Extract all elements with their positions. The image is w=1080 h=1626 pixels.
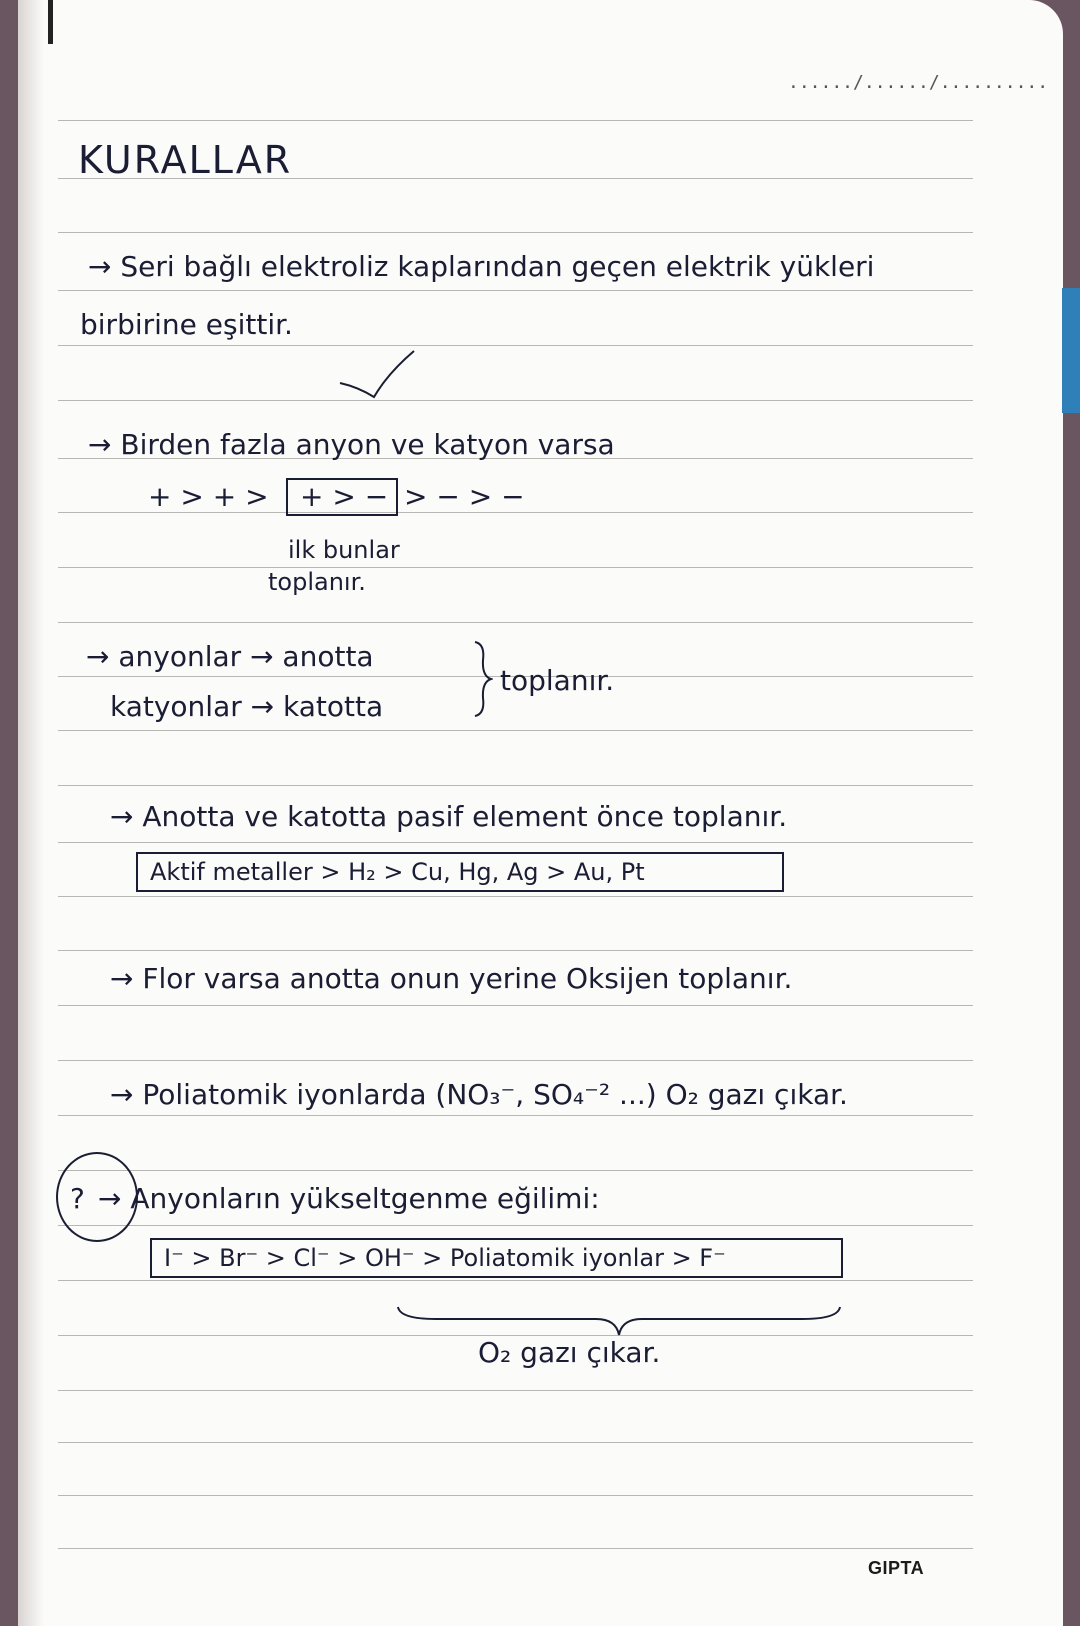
ruled-line [58,785,973,786]
rule-1-line-2: birbirine eşittir. [80,308,293,341]
ruled-line [58,345,973,346]
ruled-line [58,1280,973,1281]
rule-6: → Poliatomik iyonlarda (NO₃⁻, SO₄⁻² ...) O₂ gazı çıkar. [110,1078,848,1111]
ion-sequence-boxed: + > − [300,480,389,513]
under-brace-icon [396,1305,842,1339]
curly-brace-icon [473,640,493,718]
rule-4: → Anotta ve katotta pasif element önce toplanır. [110,800,788,833]
rule-3-line-1: → anyonlar → anotta [86,640,374,673]
ruled-line [58,622,973,623]
ruled-line [58,950,973,951]
ruled-line [58,120,973,121]
rule-5: → Flor varsa anotta onun yerine Oksijen toplanır. [110,962,793,995]
ruled-line [58,1390,973,1391]
ion-sequence-right: > − > − [404,480,525,513]
ruled-line [58,730,973,731]
ruled-line [58,1442,973,1443]
ruled-line [58,1170,973,1171]
ruled-line [58,1225,973,1226]
question-mark: ? [70,1182,85,1215]
ruled-line [58,1548,973,1549]
activity-series-box: Aktif metaller > H₂ > Cu, Hg, Ag > Au, Pt [136,852,784,892]
rule-2: → Birden fazla anyon ve katyon varsa [88,428,615,461]
ion-sequence-left: + > + > [148,480,269,513]
ion-note-line-2: toplanır. [268,568,366,596]
ruled-line [58,567,973,568]
page-title: KURALLAR [78,138,293,182]
page-clip [48,0,53,44]
ruled-line [58,290,973,291]
ruled-line [58,232,973,233]
rule-1-line-1: → Seri bağlı elektroliz kaplarından geçen elektrik yükleri [88,250,875,283]
check-mark-icon [336,345,436,405]
anion-order-box: I⁻ > Br⁻ > Cl⁻ > OH⁻ > Poliatomik iyonlar > F⁻ [150,1238,843,1278]
ruled-line [58,400,973,401]
rule-7-note: O₂ gazı çıkar. [478,1336,661,1369]
ruled-line [58,1495,973,1496]
page-shadow [18,0,44,1626]
ruled-line [58,896,973,897]
brand-logo: GIPTA [868,1558,925,1578]
ruled-line [58,1060,973,1061]
date-field: ....../....../.......... [788,72,1049,93]
rule-3-suffix: toplanır. [500,664,615,697]
notebook-page [18,0,1063,1626]
rule-3-line-2: katyonlar → katotta [110,690,384,723]
ruled-line [58,1005,973,1006]
ruled-line [58,842,973,843]
ion-note-line-1: ilk bunlar [288,536,400,564]
page-edge-tab [1062,288,1080,413]
rule-7: → Anyonların yükseltgenme eğilimi: [98,1182,600,1215]
ruled-line [58,1115,973,1116]
